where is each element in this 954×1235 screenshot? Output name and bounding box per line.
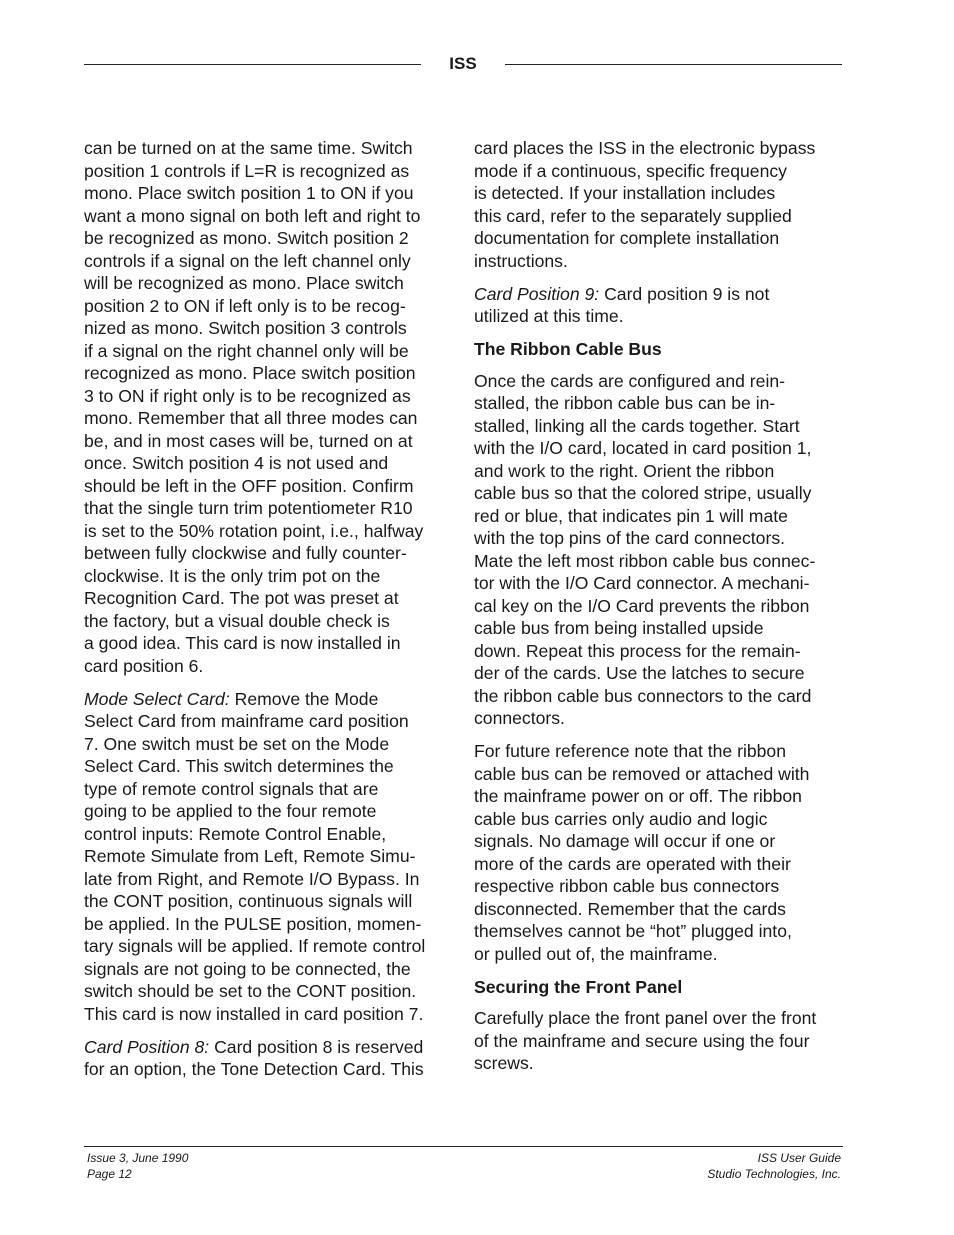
text-line: signals are not going to be connected, the bbox=[84, 958, 411, 979]
text-line: more of the cards are operated with their bbox=[474, 853, 791, 874]
text-line: a good idea. This card is now installed in bbox=[84, 633, 401, 653]
text-line: is detected. If your installation includes bbox=[474, 183, 776, 203]
text-line: the ribbon cable bus connectors to the card bbox=[474, 685, 812, 706]
text-line: can be turned on at the same time. Switch bbox=[84, 138, 413, 158]
text-line: once. Switch position 4 is not used and bbox=[84, 453, 389, 473]
text-line: Mode Select Card: Remove the Mode bbox=[84, 688, 379, 709]
header-rule-left bbox=[84, 64, 421, 65]
text-line: clockwise. It is the only trim pot on the bbox=[84, 565, 381, 586]
header-title: ISS bbox=[449, 54, 477, 73]
paragraph bbox=[84, 137, 454, 677]
paragraph-mode-select-card bbox=[84, 688, 454, 1026]
text-line: be, and in most cases will be, turned on at bbox=[84, 430, 413, 451]
footer-doc-title: ISS User Guide bbox=[757, 1151, 841, 1165]
text-line: should be left in the OFF position. Confirm bbox=[84, 475, 414, 496]
text-line: This card is now installed in card position 7. bbox=[84, 1003, 424, 1024]
text-line: For future reference note that the ribbon bbox=[474, 741, 786, 761]
text-line: cable bus carries only audio and logic bbox=[474, 808, 768, 829]
text-line: will be recognized as mono. Place switch bbox=[84, 273, 404, 293]
lead-in: Card Position 9: bbox=[474, 283, 600, 304]
text-line: der of the cards. Use the latches to secure bbox=[474, 663, 805, 683]
text-line: mono. Remember that all three modes can bbox=[84, 408, 418, 428]
footer-page-number: Page 12 bbox=[87, 1167, 132, 1181]
text-line: Recognition Card. The pot was preset at bbox=[84, 588, 399, 608]
paragraph bbox=[474, 1007, 844, 1075]
text-line: late from Right, and Remote I/O Bypass. In bbox=[84, 868, 420, 889]
text-line: down. Repeat this process for the remain- bbox=[474, 640, 801, 661]
text-line: for an option, the Tone Detection Card. This bbox=[84, 1059, 424, 1079]
text-line: cal key on the I/O Card prevents the ribbon bbox=[474, 595, 810, 616]
text-line: Once the cards are configured and rein- bbox=[474, 370, 786, 391]
text-line: recognized as mono. Place switch position bbox=[84, 363, 416, 383]
text-line: switch should be set to the CONT position. bbox=[84, 981, 417, 1001]
text-line: the factory, but a visual double check is bbox=[84, 610, 390, 631]
text-line: that the single turn trim potentiometer R10 bbox=[84, 498, 413, 518]
text-line: disconnected. Remember that the cards bbox=[474, 898, 786, 919]
text-line: respective ribbon cable bus connectors bbox=[474, 876, 780, 896]
text-line: card places the ISS in the electronic bypass bbox=[474, 138, 816, 158]
text-line: controls if a signal on the left channel only bbox=[84, 250, 411, 271]
text-line: the CONT position, continuous signals will bbox=[84, 891, 413, 911]
right-column bbox=[474, 137, 844, 1085]
paragraph bbox=[474, 370, 844, 730]
text-line: instructions. bbox=[474, 250, 568, 271]
text-line: signals. No damage will occur if one or bbox=[474, 831, 776, 851]
text-line: type of remote control signals that are bbox=[84, 778, 379, 799]
text-line: tary signals will be applied. If remote control bbox=[84, 936, 426, 956]
text-line: and work to the right. Orient the ribbon bbox=[474, 460, 775, 481]
text-line: card position 6. bbox=[84, 655, 204, 676]
text-line: is set to the 50% rotation point, i.e., halfway bbox=[84, 520, 424, 541]
footer-issue: Issue 3, June 1990 bbox=[87, 1151, 189, 1165]
text-line: Card Position 8: Card position 8 is reserved bbox=[84, 1036, 424, 1057]
text-line: with the top pins of the card connectors. bbox=[474, 528, 786, 548]
text-line: tor with the I/O Card connector. A mechani- bbox=[474, 573, 810, 593]
text-line: stalled, linking all the cards together. Start bbox=[474, 415, 800, 436]
left-column bbox=[84, 137, 454, 1091]
text-line: connectors. bbox=[474, 708, 565, 728]
text-line: of the mainframe and secure using the four bbox=[474, 1030, 810, 1051]
text-line: this card, refer to the separately supplied bbox=[474, 205, 792, 226]
text-line: Select Card. This switch determines the bbox=[84, 756, 394, 776]
text-line: if a signal on the right channel only will be bbox=[84, 340, 409, 361]
text-line: 7. One switch must be set on the Mode bbox=[84, 733, 390, 754]
text-line: stalled, the ribbon cable bus can be in- bbox=[474, 393, 776, 413]
text-line: control inputs: Remote Control Enable, bbox=[84, 823, 387, 844]
footer-company: Studio Technologies, Inc. bbox=[707, 1167, 841, 1181]
header-rule-right bbox=[505, 64, 842, 65]
text-line: 3 to ON if right only is to be recognized as bbox=[84, 385, 411, 406]
text-line: position 1 controls if L=R is recognized as bbox=[84, 160, 410, 181]
section-heading: The Ribbon Cable Bus bbox=[474, 339, 662, 359]
text-line: or pulled out of, the mainframe. bbox=[474, 943, 718, 964]
footer-right bbox=[707, 1150, 841, 1182]
text-line: Card Position 9: Card position 9 is not bbox=[474, 283, 770, 304]
paragraph-card-position-8 bbox=[84, 1036, 454, 1081]
paragraph bbox=[474, 740, 844, 965]
text-line: screws. bbox=[474, 1053, 534, 1073]
footer-rule bbox=[84, 1146, 843, 1147]
text-line: utilized at this time. bbox=[474, 306, 624, 326]
text-line: Remote Simulate from Left, Remote Simu- bbox=[84, 846, 416, 866]
text-line: want a mono signal on both left and right to bbox=[84, 205, 421, 226]
text-line: between fully clockwise and fully counter- bbox=[84, 543, 407, 563]
paragraph bbox=[474, 137, 844, 272]
text-line: cable bus from being installed upside bbox=[474, 618, 764, 638]
text-line: mode if a continuous, specific frequency bbox=[474, 160, 787, 181]
text-line: be recognized as mono. Switch position 2 bbox=[84, 228, 409, 248]
text-line: position 2 to ON if left only is to be recog- bbox=[84, 295, 406, 316]
lead-in: Mode Select Card: bbox=[84, 688, 230, 709]
text-line: documentation for complete installation bbox=[474, 228, 780, 248]
text-line: Select Card from mainframe card position bbox=[84, 711, 409, 731]
text-line: going to be applied to the four remote bbox=[84, 801, 377, 821]
lead-in: Card Position 8: bbox=[84, 1036, 210, 1057]
text-line: Carefully place the front panel over the front bbox=[474, 1008, 817, 1028]
section-heading: Securing the Front Panel bbox=[474, 976, 683, 997]
text-line: red or blue, that indicates pin 1 will mate bbox=[474, 505, 788, 526]
text-line: the mainframe power on or off. The ribbon bbox=[474, 786, 802, 806]
text-line: cable bus can be removed or attached with bbox=[474, 763, 810, 784]
text-line: Mate the left most ribbon cable bus connec- bbox=[474, 550, 816, 571]
text-line: with the I/O card, located in card position 1, bbox=[474, 438, 812, 458]
text-line: themselves cannot be “hot” plugged into, bbox=[474, 921, 792, 941]
text-line: mono. Place switch position 1 to ON if you bbox=[84, 183, 414, 203]
footer-left bbox=[87, 1150, 188, 1182]
text-line: be applied. In the PULSE position, momen- bbox=[84, 913, 422, 934]
paragraph-card-position-9 bbox=[474, 283, 844, 328]
text-line: cable bus so that the colored stripe, usually bbox=[474, 483, 812, 503]
text-line: nized as mono. Switch position 3 controls bbox=[84, 318, 407, 338]
